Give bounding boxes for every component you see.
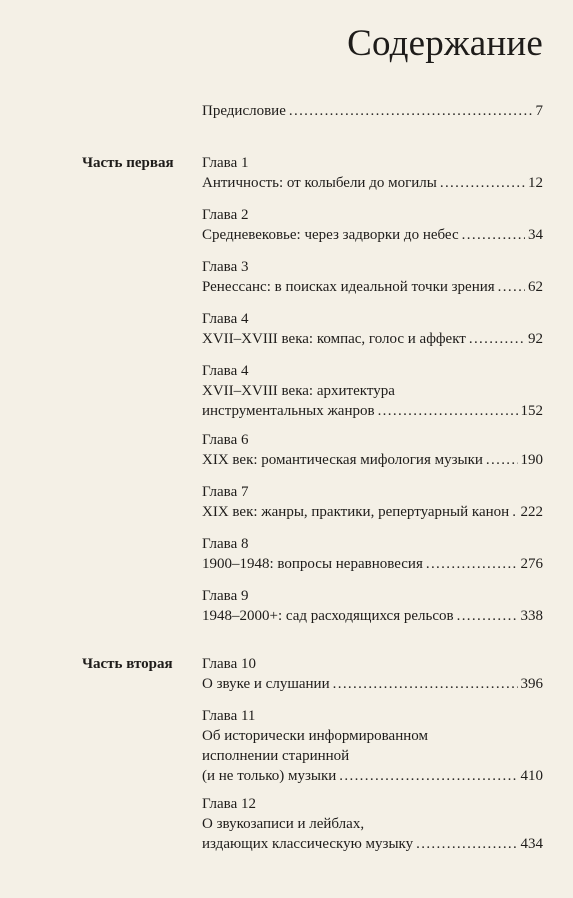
dot-leader xyxy=(333,674,518,694)
entry-title: Предисловие xyxy=(202,103,286,119)
dot-leader xyxy=(339,766,517,786)
page-number: 222 xyxy=(520,504,543,520)
dot-leader xyxy=(486,450,518,470)
dot-leader xyxy=(416,834,517,854)
chapter-title: О звуке и слушании xyxy=(202,676,330,692)
dot-leader xyxy=(462,225,525,245)
chapter-label: Глава 4 xyxy=(202,363,249,379)
chapter-label: Глава 8 xyxy=(202,536,249,552)
chapter-label: Глава 6 xyxy=(202,432,249,448)
chapter-label: Глава 9 xyxy=(202,588,249,604)
toc-entry-chapter[interactable] xyxy=(202,654,543,694)
page-number: 152 xyxy=(520,403,543,419)
chapter-title: (и не только) музыки xyxy=(202,768,337,784)
chapter-label: Глава 1 xyxy=(202,155,249,171)
part-label-first: Часть первая xyxy=(82,155,174,171)
chapter-title-line: Об исторически информированном xyxy=(202,728,428,744)
dot-leader xyxy=(469,329,525,349)
chapter-title: 1948–2000+: сад расходящихся рельсов xyxy=(202,608,454,624)
toc-entry-chapter[interactable] xyxy=(202,482,543,522)
chapter-title: Ренессанс: в поисках идеальной точки зрения xyxy=(202,279,495,295)
chapter-label: Глава 10 xyxy=(202,656,256,672)
chapter-title: издающих классическую музыку xyxy=(202,836,414,852)
dot-leader xyxy=(289,101,533,121)
page-number: 338 xyxy=(520,608,543,624)
dot-leader xyxy=(440,173,525,193)
page-number: 434 xyxy=(520,836,543,852)
toc-entry-chapter[interactable] xyxy=(202,257,543,297)
toc-entry-chapter[interactable] xyxy=(202,706,543,786)
dot-leader xyxy=(426,554,518,574)
chapter-label: Глава 4 xyxy=(202,311,249,327)
chapter-label: Глава 11 xyxy=(202,708,256,724)
toc-entry-preface[interactable] xyxy=(202,101,543,121)
chapter-label: Глава 12 xyxy=(202,796,256,812)
chapter-title: XIX век: романтическая мифология музыки xyxy=(202,452,483,468)
chapter-title-line: XVII–XVIII века: архитектура xyxy=(202,383,395,399)
chapter-label: Глава 2 xyxy=(202,207,249,223)
page-number: 396 xyxy=(520,676,543,692)
chapter-title-line: О звукозаписи и лейблах, xyxy=(202,816,365,832)
chapter-title: Античность: от колыбели до могилы xyxy=(202,175,437,191)
page-number: 190 xyxy=(520,452,543,468)
page-number: 62 xyxy=(528,279,543,295)
dot-leader xyxy=(457,606,518,626)
toc-entry-chapter[interactable] xyxy=(202,586,543,626)
part-label-second: Часть вторая xyxy=(82,656,173,672)
toc-entry-chapter[interactable] xyxy=(202,430,543,470)
page-number: 12 xyxy=(528,175,543,191)
toc-entry-chapter[interactable] xyxy=(202,153,543,193)
page-number: 92 xyxy=(528,331,543,347)
toc-entry-chapter[interactable] xyxy=(202,794,543,854)
chapter-title: XVII–XVIII века: компас, голос и аффект xyxy=(202,331,466,347)
page-number: 7 xyxy=(535,103,543,119)
toc-entry-chapter[interactable] xyxy=(202,205,543,245)
page-number: 276 xyxy=(520,556,543,572)
chapter-title: инструментальных жанров xyxy=(202,403,375,419)
toc-entry-chapter[interactable] xyxy=(202,361,543,421)
chapter-title: XIX век: жанры, практики, репертуарный канон xyxy=(202,504,510,520)
page-title: Содержание xyxy=(347,23,543,64)
page-number: 410 xyxy=(520,768,543,784)
toc-entry-chapter[interactable] xyxy=(202,309,543,349)
page-number: 34 xyxy=(528,227,543,243)
dot-leader xyxy=(512,502,517,522)
toc-entry-chapter[interactable] xyxy=(202,534,543,574)
dot-leader xyxy=(498,277,525,297)
chapter-title: 1900–1948: вопросы неравновесия xyxy=(202,556,423,572)
chapter-label: Глава 3 xyxy=(202,259,249,275)
chapter-title-line: исполнении старинной xyxy=(202,748,350,764)
dot-leader xyxy=(378,401,518,421)
chapter-label: Глава 7 xyxy=(202,484,249,500)
chapter-title: Средневековье: через задворки до небес xyxy=(202,227,459,243)
